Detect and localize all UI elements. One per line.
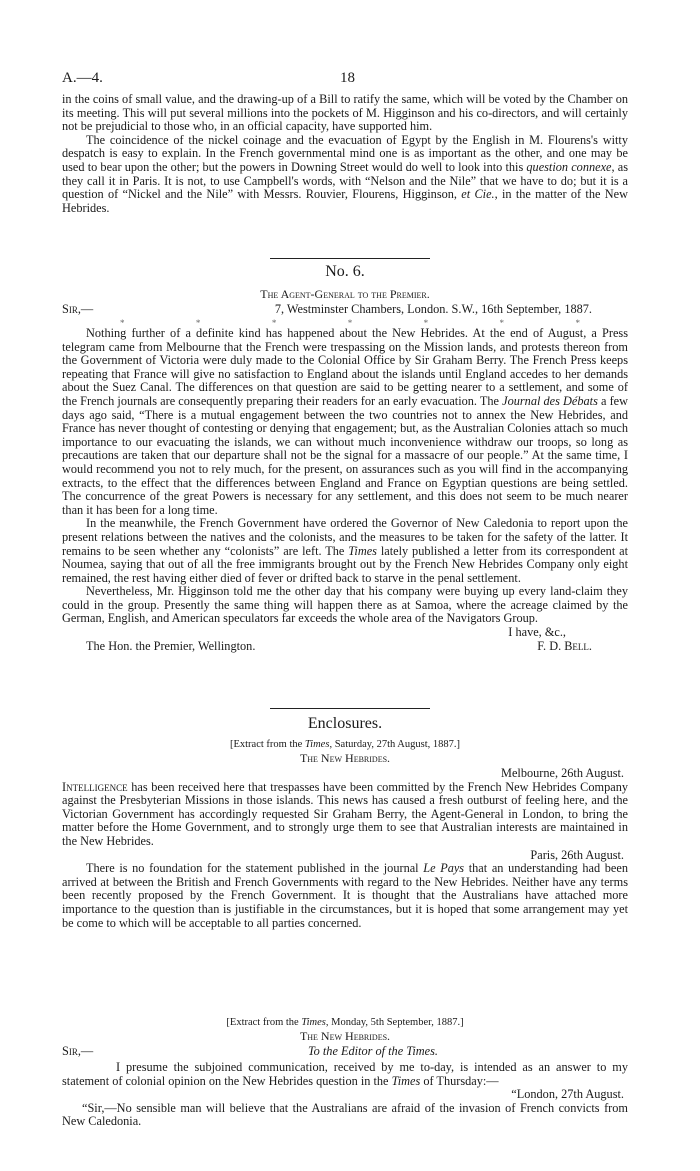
letter-signoff-row	[62, 640, 628, 654]
page-number: 18	[340, 70, 355, 86]
letter-body	[62, 327, 628, 653]
intro-paragraph-1: in the coins of small value, and the drawing-up of a Bill to ratify the same, which will be voted by the Chamber on its meeting. This will put several millions into the pockets of M. Higginson and his co-directors, and will certainly not be prejudicial to those who, in an official capacity, have supported him.	[62, 92, 628, 134]
enclosure-paragraph-4: “Sir,—No sensible man will believe that the Australians are afraid of the invasion of French convicts from New Caledonia.	[62, 1100, 628, 1129]
intro-paragraph-2: The coincidence of the nickel coinage and the evacuation of Egypt by the English in M. Flourens's witty despatch is easy to explain. In the French governmental mind one is as important as the other, and one may be used to bear upon the other; but the powers in Downing Street would do well to look into this question connexe, as they call it in Paris. It is not, to use Campbell's words, with “Nelson and the Nile” that we have to do; but it is a question of “Nickel and the Nile” with Messrs. Rouvier, Flourens, Higginson, et Cie., in the matter of the New Hebrides.	[62, 132, 628, 215]
letter-paragraph-1: Nothing further of a definite kind has happened about the New Hebrides. At the end of August, a Press telegram came from Melbourne that the French were trespassing on the Mission lands, and protests thereon from the Government of Victoria were duly made to the Colonial Office by Sir Graham Berry. The French Press keeps repeating that France will give no satisfaction to England about the islands until England accedes to her demands about the Suez Canal. The differences on that question are said to be getting nearer to a settlement, and some of the French journals are consequently preparing their readers for an early evacuation. The Journal des Débats a few days ago said, “There is a mutual engagement between the two countries not to annex the New Hebrides, and France has never thought of contesting or denying that engagement; but, as the Australian Colonies attach so much importance to our evacuating the islands, we can without much inconvenience withdraw our troops, so long as precautions are taken that our departure shall not be the signal for a massacre of our people.” At the same time, I would recommend you not to rely much, for the present, on assurances such as you will find in the accompanying extracts, to the effect that the differences between England and France on Egyptian questions are being settled. The concurrence of the great Powers is necessary for any settlement, and this does not seem to be much nearer than it has been for a long time.	[62, 326, 629, 517]
dateline-paris: Paris, 26th August.	[530, 847, 624, 862]
salutation-2: Sir,—	[62, 1044, 94, 1058]
extract-source-2: [Extract from the Times, Monday, 5th September, 1887.]	[226, 1017, 464, 1028]
enclosures-title: Enclosures.	[307, 715, 383, 732]
document-reference: A.—4.	[62, 70, 103, 86]
dateline-london: “London, 27th August.	[511, 1087, 624, 1102]
to-editor-line: To the Editor of the Times.	[307, 1044, 438, 1058]
letter-addressee: The Hon. the Premier, Wellington.	[86, 638, 256, 653]
letter-paragraph-2: In the meanwhile, the French Government have ordered the Governor of New Caledonia to report upon the present relations between the natives and the colonists, and the measures to be taken for the safety of the latter. It remains to be seen whether any “colonists” are left. The Times lately published a letter from its correspondent at Noumea, saying that out of all the free immigrants brought out by the French New Hebrides Company only eight remained, the rest having either died of fever or drifted back to starve in the penal settlement.	[62, 516, 628, 585]
letter-address: 7, Westminster Chambers, London. S.W., 16th September, 1887.	[274, 302, 592, 316]
extract-source-1: [Extract from the Times, Saturday, 27th August, 1887.]	[229, 739, 461, 750]
omission-stars: * * * * * * *	[120, 318, 580, 328]
editor-row	[62, 1045, 628, 1059]
enclosure-paragraph-1: Intelligence has been received here that trespasses have been committed by the French New Hebrides Company against the Presbyterian Missions in those islands. This news has caused a fresh outburst of feeling here, and the Victorian Government has accordingly requested Sir Graham Berry, the Agent-General in London, to bring the matter before the Home Government, and to strongly urge them to see that Australian interests are maintained in the New Hebrides.	[62, 779, 628, 848]
enclosure-paragraph-3: I presume the subjoined communication, received by me to-day, is intended as an answer to my statement of colonial opinion on the New Hebrides question in the Times of Thursday:—	[62, 1060, 628, 1088]
salutation: Sir,—	[62, 302, 94, 316]
letter-header-row	[62, 303, 628, 317]
letter-from-to: The Agent-General to the Premier.	[260, 287, 430, 301]
extract-heading-1: The New Hebrides.	[299, 751, 391, 765]
enclosure-paragraph-2: There is no foundation for the statement published in the journal Le Pays that an understanding had been arrived at between the British and French Governments with regard to the New Hebrides. Neither have any terms been recently proposed by the French Government. It is thought that the Australians have attached more importance to the question than is justifiable in the circumstances, but it is hoped that some arrangement may yet be come to which will be acceptable to all parties concerned.	[62, 861, 628, 930]
section-divider-2	[270, 708, 430, 709]
letter-number-title: No. 6.	[325, 263, 365, 280]
section-divider	[270, 258, 430, 259]
enclosure-body-1	[62, 767, 628, 930]
intro-section	[62, 93, 628, 215]
dateline-melbourne: Melbourne, 26th August.	[501, 766, 624, 780]
letter-closing: I have, &c.,	[508, 625, 566, 640]
enclosure-body-2	[62, 1061, 628, 1129]
letter-paragraph-3: Nevertheless, Mr. Higginson told me the other day that his company were buying up every land-claim they could in the group. Presently the same thing will happen there as at Samoa, where the acreage claimed by the German, English, and American speculators far exceeds the whole area of the Navigators Group.	[62, 584, 628, 626]
letter-signature: F. D. Bell.	[537, 638, 592, 653]
extract-heading-2: The New Hebrides.	[299, 1029, 391, 1043]
